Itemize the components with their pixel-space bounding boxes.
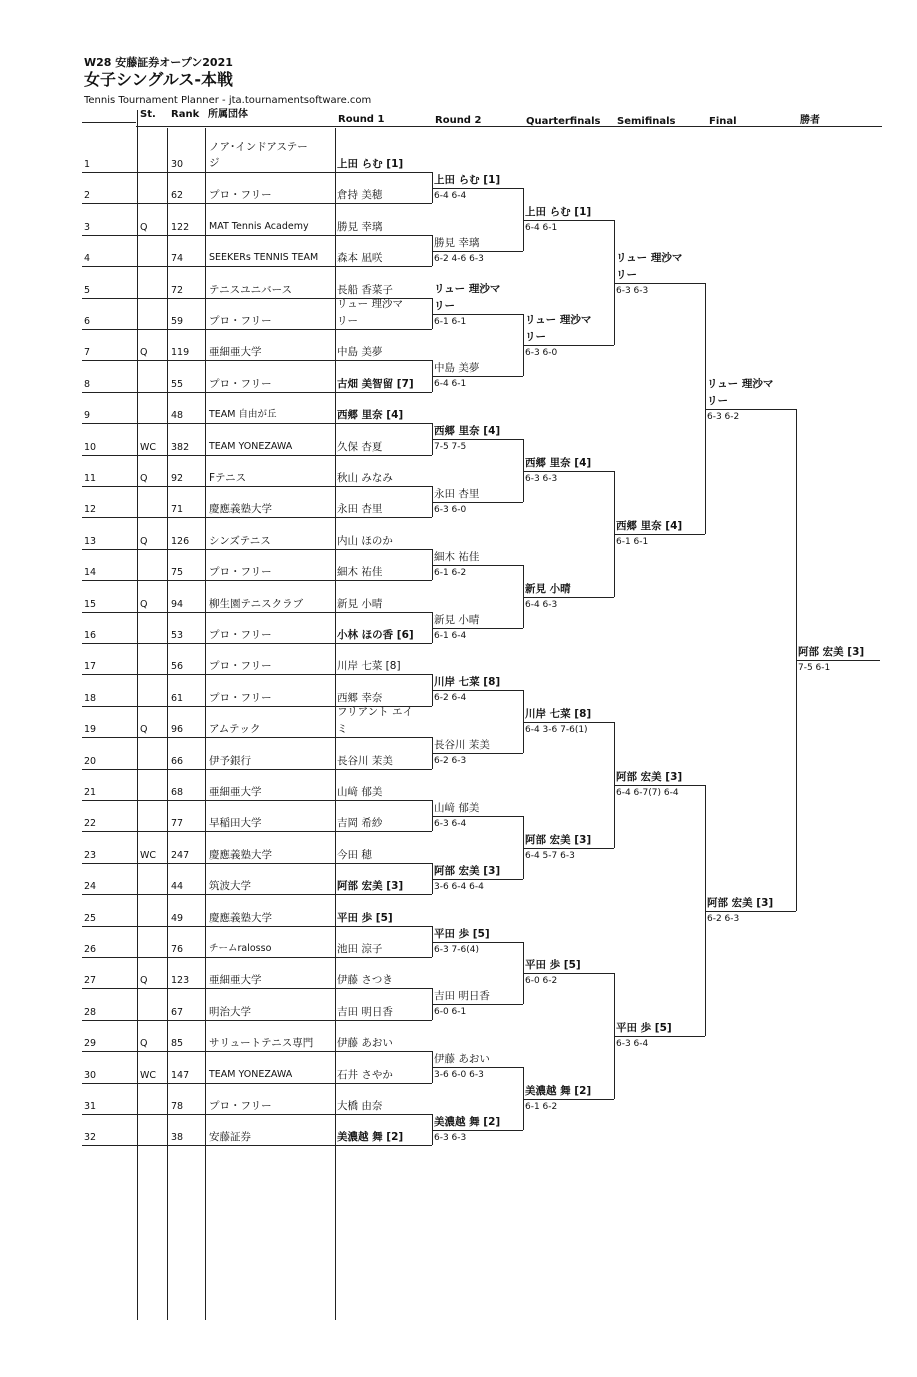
player-club: 慶應義塾大学 [209,503,272,515]
player-name[interactable]: 内山 ほのか [337,535,393,547]
draw-position: 29 [84,1038,97,1049]
player-name[interactable]: ミ [337,723,348,735]
bracket-line [523,973,614,974]
bracket-line [432,188,523,189]
player-name[interactable]: 久保 杏夏 [337,441,383,453]
player-row-line [82,800,432,801]
player-rank: 62 [171,190,184,201]
player-club: 早稲田大学 [209,817,262,829]
draw-position: 23 [84,850,97,861]
player-club: ジ [209,157,220,169]
round2-score: 6-3 7-6(4) [434,945,480,955]
draw-position: 11 [84,473,97,484]
bracket-line [432,690,523,691]
round2-winner-name[interactable]: 中島 美夢 [434,362,480,374]
draw-position: 3 [84,222,91,233]
bracket-line [432,1004,523,1005]
player-rank: 122 [171,222,190,233]
round2-winner-name[interactable]: 山﨑 郁美 [434,802,480,814]
entry-status: Q [140,724,148,735]
player-rank: 119 [171,347,190,358]
final-score: 6-2 6-3 [707,914,740,924]
player-club: プロ・フリー [209,692,272,704]
player-club: 伊予銀行 [209,755,251,767]
final-winner-name[interactable]: 阿部 宏美 [3] [707,897,774,909]
draw-position: 10 [84,442,97,453]
player-name[interactable]: 川岸 七菜 [8] [337,660,401,672]
player-rank: 74 [171,253,184,264]
player-name[interactable]: 古畑 美智留 [7] [337,378,414,390]
bracket-line [614,785,705,786]
quarterfinals-score: 6-4 5-7 6-3 [525,851,575,861]
round2-score: 6-3 6-4 [434,819,467,829]
software-credit: Tennis Tournament Planner - jta.tournamentsoftware.com [84,95,372,106]
header-rule [136,126,882,127]
player-row-line [82,203,432,204]
player-rank: 247 [171,850,190,861]
player-rank: 49 [171,913,184,924]
player-row-line [82,423,432,424]
round2-winner-name[interactable]: リー [434,300,455,312]
quarterfinals-score: 6-3 6-3 [525,474,558,484]
quarterfinals-winner-name[interactable]: 阿部 宏美 [3] [525,834,592,846]
draw-position: 24 [84,881,97,892]
player-rank: 53 [171,630,184,641]
final-score: 6-3 6-2 [707,412,740,422]
player-row-line [82,988,432,989]
semifinals-score: 6-3 6-3 [616,286,649,296]
header-round1: Round 1 [338,114,385,125]
round2-score: 6-3 6-3 [434,1133,467,1143]
bracket-line [523,848,614,849]
quarterfinals-winner-name[interactable]: 新見 小晴 [525,583,571,595]
header-semifinals: Semifinals [617,116,676,127]
round2-winner-name[interactable]: 吉田 明日香 [434,990,490,1002]
player-name[interactable]: リー [337,315,358,327]
bracket-line [432,1130,523,1131]
semifinals-winner-name[interactable]: 平田 歩 [5] [616,1022,672,1034]
player-name[interactable]: 勝見 幸璃 [337,221,383,233]
player-club: 安藤証券 [209,1131,251,1143]
player-rank: 67 [171,1007,184,1018]
header-status: St. [140,109,156,120]
player-name[interactable]: 山﨑 郁美 [337,786,383,798]
bracket-line [523,471,614,472]
player-rank: 30 [171,159,184,170]
draw-position: 25 [84,913,97,924]
round2-winner-name[interactable]: 上田 らむ [1] [434,174,501,186]
semifinals-winner-name[interactable]: リュー 理沙マ [616,252,683,264]
player-name[interactable]: 池田 涼子 [337,943,383,955]
player-club: ノア･インドアステー [209,141,308,153]
draw-position: 16 [84,630,97,641]
round2-winner-name[interactable]: 新見 小晴 [434,614,480,626]
quarterfinals-score: 6-4 6-3 [525,600,558,610]
player-club: 明治大学 [209,1006,251,1018]
player-rank: 38 [171,1132,184,1143]
player-name[interactable]: 小林 ほの香 [6] [337,629,414,641]
draw-position: 4 [84,253,91,264]
round2-winner-name[interactable]: 阿部 宏美 [3] [434,865,501,877]
bracket-line [523,722,614,723]
round2-score: 6-4 6-1 [434,379,467,389]
column-rule [205,128,206,1320]
winner-winner-name[interactable]: 阿部 宏美 [3] [798,646,865,658]
player-rank: 147 [171,1070,190,1081]
round2-score: 3-6 6-4 6-4 [434,882,484,892]
player-rank: 68 [171,787,184,798]
player-rank: 44 [171,881,184,892]
draw-position: 26 [84,944,97,955]
bracket-line [705,911,796,912]
player-row-line [82,517,432,518]
round2-winner-name[interactable]: 川岸 七菜 [8] [434,676,501,688]
player-row-line [82,266,432,267]
final-winner-name[interactable]: リー [707,395,728,407]
player-club: 慶應義塾大学 [209,849,272,861]
player-rank: 71 [171,504,184,515]
final-winner-name[interactable]: リュー 理沙マ [707,378,774,390]
round2-score: 3-6 6-0 6-3 [434,1070,484,1080]
player-club: プロ・フリー [209,566,272,578]
quarterfinals-winner-name[interactable]: 上田 らむ [1] [525,206,592,218]
bracket-line [432,753,523,754]
draw-position: 27 [84,975,97,986]
header-winner: 勝者 [800,115,820,126]
draw-position: 7 [84,347,91,358]
draw-position: 20 [84,756,97,767]
player-club: プロ・フリー [209,1100,272,1112]
round2-score: 6-4 6-4 [434,191,467,201]
player-club: テニスユニバース [209,284,293,296]
player-name[interactable]: 長船 香菜子 [337,284,393,296]
semifinals-winner-name[interactable]: リー [616,269,637,281]
player-name[interactable]: 西郷 幸奈 [337,692,383,704]
round2-score: 6-0 6-1 [434,1007,467,1017]
player-name[interactable]: 秋山 みなみ [337,472,393,484]
player-rank: 94 [171,599,184,610]
player-row-line [82,1051,432,1052]
player-row-line [82,1020,432,1021]
draw-position: 31 [84,1101,97,1112]
bracket-line [432,942,523,943]
player-row-line [82,549,432,550]
round2-score: 7-5 7-5 [434,442,467,452]
draw-title: 女子シングルス-本戦 [84,70,233,89]
round2-winner-name[interactable]: リュー 理沙マ [434,283,501,295]
semifinals-score: 6-1 6-1 [616,537,649,547]
player-rank: 61 [171,693,184,704]
player-rank: 382 [171,442,190,453]
quarterfinals-winner-name[interactable]: リー [525,331,546,343]
round2-winner-name[interactable]: 長谷川 茉美 [434,739,490,751]
player-rank: 55 [171,379,184,390]
bracket-line [523,220,614,221]
player-rank: 96 [171,724,184,735]
quarterfinals-score: 6-1 6-2 [525,1102,558,1112]
bracket-line [614,1036,705,1037]
player-rank: 77 [171,818,184,829]
player-row-line [82,926,432,927]
player-row-line [82,831,432,832]
round2-score: 6-3 6-0 [434,505,467,515]
bracket-line [432,376,523,377]
draw-position: 14 [84,567,97,578]
player-club: Fテニス [209,472,247,484]
player-name[interactable]: 倉持 美穂 [337,189,383,201]
bracket-line [432,439,523,440]
draw-position: 21 [84,787,97,798]
player-name[interactable]: 新見 小晴 [337,598,383,610]
header-rank: Rank [171,109,200,120]
round2-score: 6-2 6-4 [434,693,467,703]
quarterfinals-score: 6-3 6-0 [525,348,558,358]
round2-score: 6-2 4-6 6-3 [434,254,484,264]
round2-score: 6-1 6-1 [434,317,467,327]
player-row-line [82,612,432,613]
bracket-line [796,660,880,661]
player-name[interactable]: 細木 祐佳 [337,566,383,578]
player-club: プロ・フリー [209,660,272,672]
entry-status: Q [140,536,148,547]
round2-winner-name[interactable]: 西郷 里奈 [4] [434,425,501,437]
player-row-line [82,894,432,895]
bracket-line [614,534,705,535]
player-row-line [82,329,432,330]
entry-status: Q [140,599,148,610]
player-row-line [82,957,432,958]
player-rank: 78 [171,1101,184,1112]
player-name[interactable]: 伊藤 あおい [337,1037,393,1049]
quarterfinals-winner-name[interactable]: 平田 歩 [5] [525,959,581,971]
bracket-line [432,565,523,566]
player-row-line [82,737,432,738]
quarterfinals-winner-name[interactable]: 西郷 里奈 [4] [525,457,592,469]
bracket-line [432,628,523,629]
quarterfinals-score: 6-4 6-1 [525,223,558,233]
draw-position: 6 [84,316,91,327]
player-name[interactable]: 阿部 宏美 [3] [337,880,404,892]
draw-position: 5 [84,285,91,296]
player-name[interactable]: 長谷川 茉美 [337,755,393,767]
player-rank: 56 [171,661,184,672]
header-final: Final [709,116,737,127]
player-club: 亜細亜大学 [209,786,262,798]
player-row-line [82,392,432,393]
column-rule [335,128,336,1320]
draw-position: 8 [84,379,91,390]
entry-status: WC [140,1070,157,1081]
player-rank: 85 [171,1038,184,1049]
player-rank: 123 [171,975,190,986]
entry-status: Q [140,473,148,484]
player-row-line [82,580,432,581]
event-title: W28 安藤証券オープン2021 [84,56,233,69]
entry-status: Q [140,975,148,986]
player-rank: 59 [171,316,184,327]
player-name[interactable]: リュー 理沙マ [337,298,404,310]
player-club: 筑波大学 [209,880,251,892]
player-name[interactable]: 吉岡 希紗 [337,817,383,829]
player-row-line [82,863,432,864]
draw-position: 1 [84,159,91,170]
quarterfinals-winner-name[interactable]: 美濃越 舞 [2] [525,1085,592,1097]
header-rule [82,122,136,123]
player-name[interactable]: 西郷 里奈 [4] [337,409,404,421]
entry-status: WC [140,850,157,861]
semifinals-score: 6-4 6-7(7) 6-4 [616,788,679,798]
round2-winner-name[interactable]: 平田 歩 [5] [434,928,490,940]
round2-score: 6-2 6-3 [434,756,467,766]
round2-score: 6-1 6-4 [434,631,467,641]
player-club: チームralosso [209,943,272,954]
player-rank: 75 [171,567,184,578]
player-name[interactable]: 今田 穂 [337,849,372,861]
column-rule [137,110,138,1320]
player-club: プロ・フリー [209,189,272,201]
draw-position: 28 [84,1007,97,1018]
player-club: 慶應義塾大学 [209,912,272,924]
player-name[interactable]: 森本 凪咲 [337,252,383,264]
player-club: プロ・フリー [209,315,272,327]
draw-position: 15 [84,599,97,610]
player-rank: 76 [171,944,184,955]
player-row-line [82,172,432,173]
player-row-line [82,360,432,361]
quarterfinals-winner-name[interactable]: リュー 理沙マ [525,314,592,326]
round2-winner-name[interactable]: 永田 杏里 [434,488,480,500]
entry-status: Q [140,1038,148,1049]
bracket-line [705,409,796,410]
player-row-line [82,486,432,487]
draw-position: 13 [84,536,97,547]
player-club: プロ・フリー [209,378,272,390]
player-rank: 66 [171,756,184,767]
player-club: TEAM 自由が丘 [209,409,277,420]
player-name[interactable]: 伊藤 さつき [337,974,393,986]
player-club: アムテック [209,723,261,735]
player-row-line [82,455,432,456]
player-rank: 92 [171,473,184,484]
player-name[interactable]: 中島 美夢 [337,346,383,358]
player-row-line [82,769,432,770]
player-row-line [82,235,432,236]
entry-status: Q [140,222,148,233]
quarterfinals-winner-name[interactable]: 川岸 七菜 [8] [525,708,592,720]
winner-score: 7-5 6-1 [798,663,831,673]
draw-position: 22 [84,818,97,829]
player-club: シンズテニス [209,535,271,547]
player-club: MAT Tennis Academy [209,221,309,232]
player-name[interactable]: 大橋 由奈 [337,1100,383,1112]
bracket-line [523,345,614,346]
draw-position: 32 [84,1132,97,1143]
player-rank: 126 [171,536,190,547]
bracket-line [614,283,705,284]
semifinals-winner-name[interactable]: 西郷 里奈 [4] [616,520,683,532]
entry-status: WC [140,442,157,453]
draw-position: 18 [84,693,97,704]
draw-position: 9 [84,410,91,421]
player-club: プロ・フリー [209,629,272,641]
player-row-line [82,643,432,644]
semifinals-score: 6-3 6-4 [616,1039,649,1049]
quarterfinals-score: 6-4 3-6 7-6(1) [525,725,588,735]
player-club: サリュートテニス専門 [209,1037,314,1049]
player-name[interactable]: 平田 歩 [5] [337,912,393,924]
player-name[interactable]: 永田 杏里 [337,503,383,515]
player-club: 柳生園テニスクラブ [209,598,304,610]
bracket-line [432,879,523,880]
bracket-line [432,816,523,817]
player-name[interactable]: 石井 さやか [337,1069,393,1081]
header-club: 所属団体 [208,109,248,120]
player-name[interactable]: 美濃越 舞 [2] [337,1131,404,1143]
header-round2: Round 2 [435,115,482,126]
semifinals-winner-name[interactable]: 阿部 宏美 [3] [616,771,683,783]
player-row-line [82,674,432,675]
round2-winner-name[interactable]: 勝見 幸璃 [434,237,480,249]
player-row-line [82,1083,432,1084]
draw-position: 30 [84,1070,97,1081]
bracket-line [523,597,614,598]
player-club: 亜細亜大学 [209,974,262,986]
draw-position: 17 [84,661,97,672]
column-rule [167,128,168,1320]
player-club: TEAM YONEZAWA [209,441,293,452]
player-row-line [82,1145,432,1146]
round2-score: 6-1 6-2 [434,568,467,578]
bracket-line [432,251,523,252]
draw-position: 19 [84,724,97,735]
bracket-line [432,502,523,503]
player-rank: 72 [171,285,184,296]
player-name[interactable]: 吉田 明日香 [337,1006,393,1018]
round2-winner-name[interactable]: 美濃越 舞 [2] [434,1116,501,1128]
draw-position: 12 [84,504,97,515]
round2-winner-name[interactable]: 伊藤 あおい [434,1053,490,1065]
draw-position: 2 [84,190,91,201]
player-row-line [82,1114,432,1115]
bracket-line [523,1099,614,1100]
player-name[interactable]: 上田 らむ [1] [337,158,404,170]
player-club: SEEKERs TENNIS TEAM [209,252,319,263]
entry-status: Q [140,347,148,358]
player-name[interactable]: フリアント エイ [337,706,413,718]
bracket-line [432,1067,523,1068]
quarterfinals-score: 6-0 6-2 [525,976,558,986]
player-rank: 48 [171,410,184,421]
round2-winner-name[interactable]: 細木 祐佳 [434,551,480,563]
player-club: 亜細亜大学 [209,346,262,358]
bracket-line [432,314,523,315]
player-club: TEAM YONEZAWA [209,1069,293,1080]
header-quarterfinals: Quarterfinals [526,116,601,127]
